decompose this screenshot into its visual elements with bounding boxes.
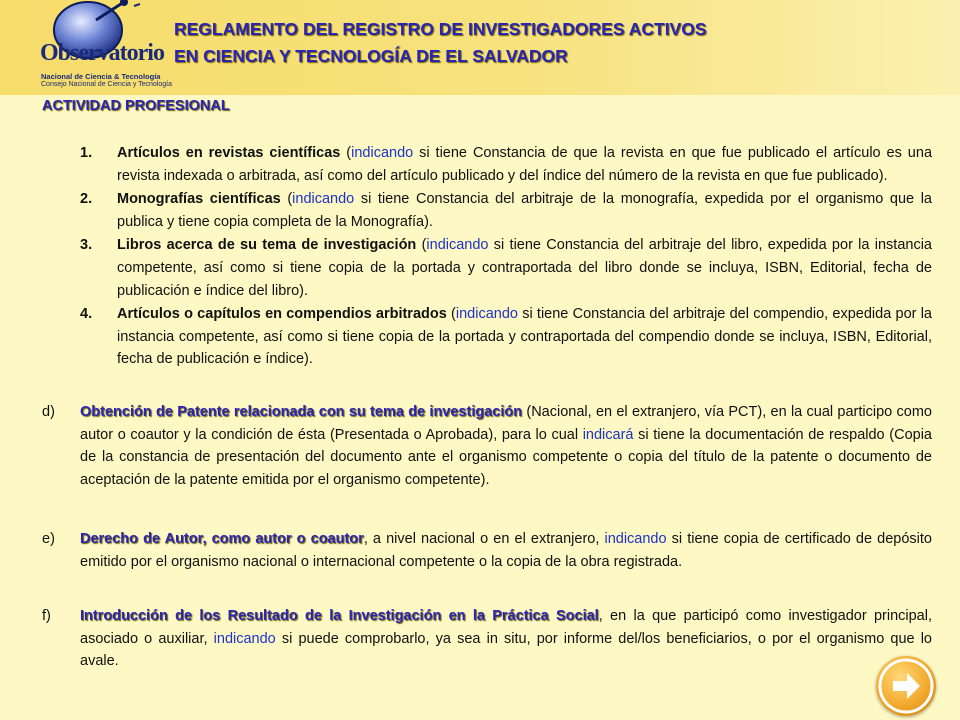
item-number: 3. [80,237,93,254]
item-text: si tiene copia de certificado de depósito emitido por el organismo nacional o internacional competente o la copia de la obra registrada. [80,531,932,570]
lettered-item-f [42,605,932,673]
list-item [80,142,932,187]
item-title: Artículos o capítulos en compendios arbitrados [117,306,447,323]
item-text: ( [340,145,352,161]
item-text: ( [280,191,293,208]
list-item [80,188,932,233]
item-letter: f) [42,608,51,624]
list-item [42,528,932,573]
section-heading: ACTIVIDAD PROFESIONAL [42,98,230,114]
item-text: si tiene Constancia del arbitraje del libro, expedida por la instancia competente, así como si tiene copia de la portada y contraportada del libro donde se incluya, ISBN, Editorial, fecha de publicación e índice del libro). [117,237,932,299]
item-keyword: indicando [351,145,414,161]
item-title: Obtención de Patente relacionada con su tema de investigación [80,404,523,420]
item-text: si tiene Constancia del arbitraje del compendio, expedida por la instancia competente, así como si tiene copia de la portada y contraportada del compendio donde se incluya, ISBN, Editorial, fecha de publicación e índice). [117,306,932,368]
item-text: , en la que participó como investigador principal, asociado o auxiliar, [80,608,932,647]
list-item [80,234,932,302]
item-letter: e) [42,531,55,547]
item-text: si tiene la documentación de respaldo (Copia de la constancia de presentación del documento ante el organismo competente o copia del título de la patente o documento de aceptación de la patente emitida por el organismo competente). [80,426,932,488]
next-slide-button[interactable] [876,656,936,716]
item-text: ( [446,306,456,323]
item-title: Monografías científicas [117,191,281,208]
lettered-item-d [42,401,932,491]
item-keyword: indicando [455,306,518,323]
logo-wordmark: Observatorio [40,40,164,66]
item-title: Artículos en revistas científicas [117,145,341,161]
lettered-item-e [42,528,932,573]
page-title [174,16,894,70]
numbered-list [80,142,932,372]
item-text: ( [416,237,427,254]
item-title: Introducción de los Resultado de la Investigación en la Práctica Social [80,608,599,624]
logo-subtitle-secondary: Consejo Nacional de Ciencia y Tecnología [41,81,173,88]
observatorio-logo [26,0,173,98]
item-text: (Nacional, en el extranjero, vía PCT), en la cual participo como autor o coautor y la condición de ésta (Presentada o Aprobada), para lo cual [80,404,932,443]
item-title: Derecho de Autor, como autor o coautor [80,531,364,547]
item-title: Libros acerca de su tema de investigación [117,237,417,254]
list-item [80,303,932,371]
item-letter: d) [42,404,55,420]
item-keyword: indicando [604,531,667,547]
item-number: 4. [80,306,93,323]
logo-subtitle: Nacional de Ciencia & Tecnología [41,72,161,81]
item-text: si puede comprobarlo, ya sea in situ, por informe del/los beneficiarios, o por el organismo que lo avale. [80,630,932,670]
list-item [42,401,932,491]
item-keyword: indicando [213,630,276,647]
arrow-right-icon [876,656,936,716]
item-keyword: indicando [426,237,489,254]
item-number: 1. [80,145,93,161]
item-keyword: indicando [292,191,355,208]
item-text: si tiene Constancia de que la revista en que fue publicado el artículo es una revista indexada o arbitrada, así como del artículo publicado y del índice del número de la revista en que fue publicado). [117,145,933,184]
title-line-1: REGLAMENTO DEL REGISTRO DE INVESTIGADORES ACTIVOS [174,19,707,39]
list-item [42,605,932,673]
title-line-2: EN CIENCIA Y TECNOLOGÍA DE EL SALVADOR [174,46,568,66]
item-keyword: indicará [582,426,634,443]
item-text: , a nivel nacional o en el extranjero, [363,531,605,547]
item-text: si tiene Constancia del arbitraje de la monografía, expedida por el organismo que la publica y tiene copia completa de la Monografía). [117,191,932,230]
item-number: 2. [80,191,93,208]
